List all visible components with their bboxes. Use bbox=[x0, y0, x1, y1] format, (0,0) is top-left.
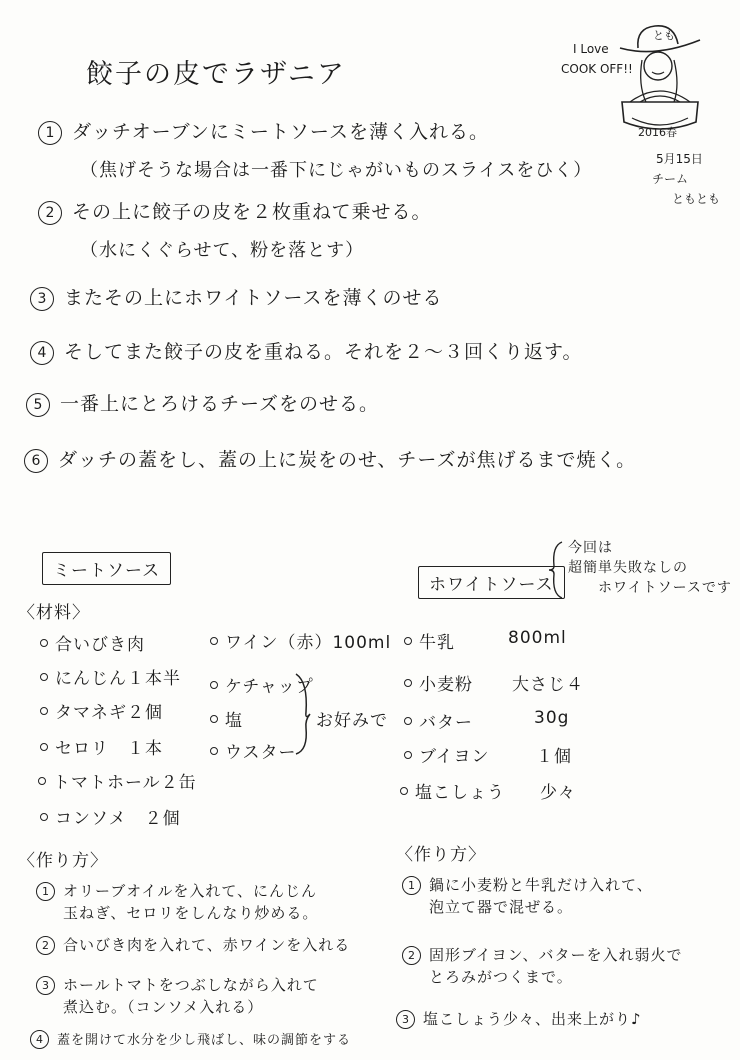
badge-date: 5月15日 bbox=[656, 152, 703, 166]
meat-method-step: 4 蓋を開けて水分を少し飛ばし、味の調節をする bbox=[30, 1030, 351, 1052]
white-sauce-label: ホワイトソース bbox=[418, 566, 565, 599]
bullet-icon bbox=[400, 787, 408, 795]
white-ingredient: 塩こしょう bbox=[400, 778, 505, 803]
step-number: 6 bbox=[24, 449, 48, 473]
bullet-icon bbox=[210, 637, 218, 645]
step-5 bbox=[26, 392, 379, 417]
bullet-icon bbox=[404, 637, 412, 645]
to-taste-note: お好みで bbox=[316, 711, 388, 731]
bullet-icon bbox=[210, 715, 218, 723]
badge-team: チーム bbox=[652, 172, 689, 186]
bullet-icon bbox=[40, 743, 48, 751]
white-sauce-note: 今回は 超簡単失敗なしの ホワイトソースです bbox=[568, 540, 732, 596]
step-text: 一番上にとろけるチーズをのせる。 bbox=[60, 393, 380, 415]
badge-year: 2016春 bbox=[638, 126, 677, 139]
step-2-note: （水にくぐらせて、粉を落とす） bbox=[80, 240, 365, 261]
badge-team-name: ともとも bbox=[672, 192, 721, 206]
meat-ingredient: ケチャップ bbox=[210, 672, 314, 697]
meat-ingredient: タマネギ２個 bbox=[40, 698, 163, 723]
step-number: 2 bbox=[38, 201, 62, 225]
meat-ingredients-heading: 〈材料〉 bbox=[18, 603, 90, 623]
meat-method-step: 2 合いびき肉を入れて、赤ワインを入れる bbox=[36, 934, 350, 956]
bullet-icon bbox=[40, 707, 48, 715]
bullet-icon bbox=[38, 777, 46, 785]
white-ingredient: 小麦粉 bbox=[404, 670, 473, 695]
meat-ingredient: セロリ １本 bbox=[40, 734, 163, 759]
step-4 bbox=[30, 340, 582, 365]
white-ingredient-qty: 大さじ４ bbox=[512, 675, 584, 695]
white-ingredient-qty: 少々 bbox=[540, 783, 576, 803]
bullet-icon bbox=[40, 813, 48, 821]
step-text: ダッチの蓋をし、蓋の上に炭をのせ、チーズが焦げるまで焼く。 bbox=[58, 449, 637, 471]
love-line-2: COOK OFF!! bbox=[561, 62, 633, 76]
step-6 bbox=[24, 448, 636, 473]
white-ingredient: ブイヨン bbox=[404, 742, 489, 767]
love-line-1: I Love bbox=[573, 42, 609, 56]
bullet-icon bbox=[404, 751, 412, 759]
bullet-icon bbox=[40, 673, 48, 681]
step-text: そしてまた餃子の皮を重ねる。それを２～３回くり返す。 bbox=[64, 341, 583, 363]
meat-ingredient: ウスター bbox=[210, 738, 297, 763]
step-3 bbox=[30, 286, 442, 311]
white-ingredient: バター bbox=[404, 708, 473, 733]
meat-ingredient: トマトホール２缶 bbox=[38, 768, 197, 793]
bullet-icon bbox=[404, 717, 412, 725]
bullet-icon bbox=[40, 639, 48, 647]
meat-sauce-label: ミートソース bbox=[42, 552, 171, 585]
meat-ingredient: コンソメ ２個 bbox=[40, 804, 181, 829]
brace-icon bbox=[548, 540, 564, 600]
bullet-icon bbox=[404, 679, 412, 687]
step-2 bbox=[38, 200, 432, 225]
white-method-step: 3 塩こしょう少々、出来上がり♪ bbox=[396, 1008, 642, 1030]
step-number: 5 bbox=[26, 393, 50, 417]
step-number: 4 bbox=[30, 341, 54, 365]
bullet-icon bbox=[210, 681, 218, 689]
step-text: またその上にホワイトソースを薄くのせる bbox=[64, 287, 443, 309]
meat-ingredient: ワイン（赤）100ml bbox=[210, 628, 391, 653]
white-ingredient: 牛乳 bbox=[404, 628, 455, 653]
brace-icon bbox=[292, 672, 312, 756]
bullet-icon bbox=[210, 747, 218, 755]
white-method-step: 2 固形ブイヨン、バターを入れ弱火で とろみがつくまで。 bbox=[402, 944, 682, 988]
recipe-title: 餃子の皮でラザニア bbox=[86, 59, 346, 90]
white-method-step: 1 鍋に小麦粉と牛乳だけ入れて、 泡立て器で混ぜる。 bbox=[402, 874, 653, 918]
meat-ingredient: にんじん１本半 bbox=[40, 664, 181, 689]
meat-ingredient: 塩 bbox=[210, 706, 243, 731]
white-method-heading: 〈作り方〉 bbox=[396, 845, 486, 865]
white-ingredient-qty: 800ml bbox=[508, 628, 567, 648]
meat-method-step: 3 ホールトマトをつぶしながら入れて 煮込む。（コンソメ入れる） bbox=[36, 974, 319, 1018]
white-ingredient-qty: 30g bbox=[534, 708, 570, 728]
step-1-note: （焦げそうな場合は一番下にじゃがいものスライスをひく） bbox=[80, 160, 593, 181]
meat-method-step: 1 オリーブオイルを入れて、にんじん 玉ねぎ、セロリをしんなり炒める。 bbox=[36, 880, 318, 924]
step-number: 3 bbox=[30, 287, 54, 311]
meat-ingredient: 合いびき肉 bbox=[40, 630, 145, 655]
meat-method-heading: 〈作り方〉 bbox=[18, 851, 108, 871]
step-1 bbox=[38, 120, 489, 145]
hat-text: とも bbox=[653, 29, 675, 42]
white-ingredient-qty: １個 bbox=[536, 747, 572, 767]
step-number: 1 bbox=[38, 121, 62, 145]
step-text: ダッチオーブンにミートソースを薄く入れる。 bbox=[72, 121, 489, 143]
step-text: その上に餃子の皮を２枚重ねて乗せる。 bbox=[72, 201, 432, 223]
